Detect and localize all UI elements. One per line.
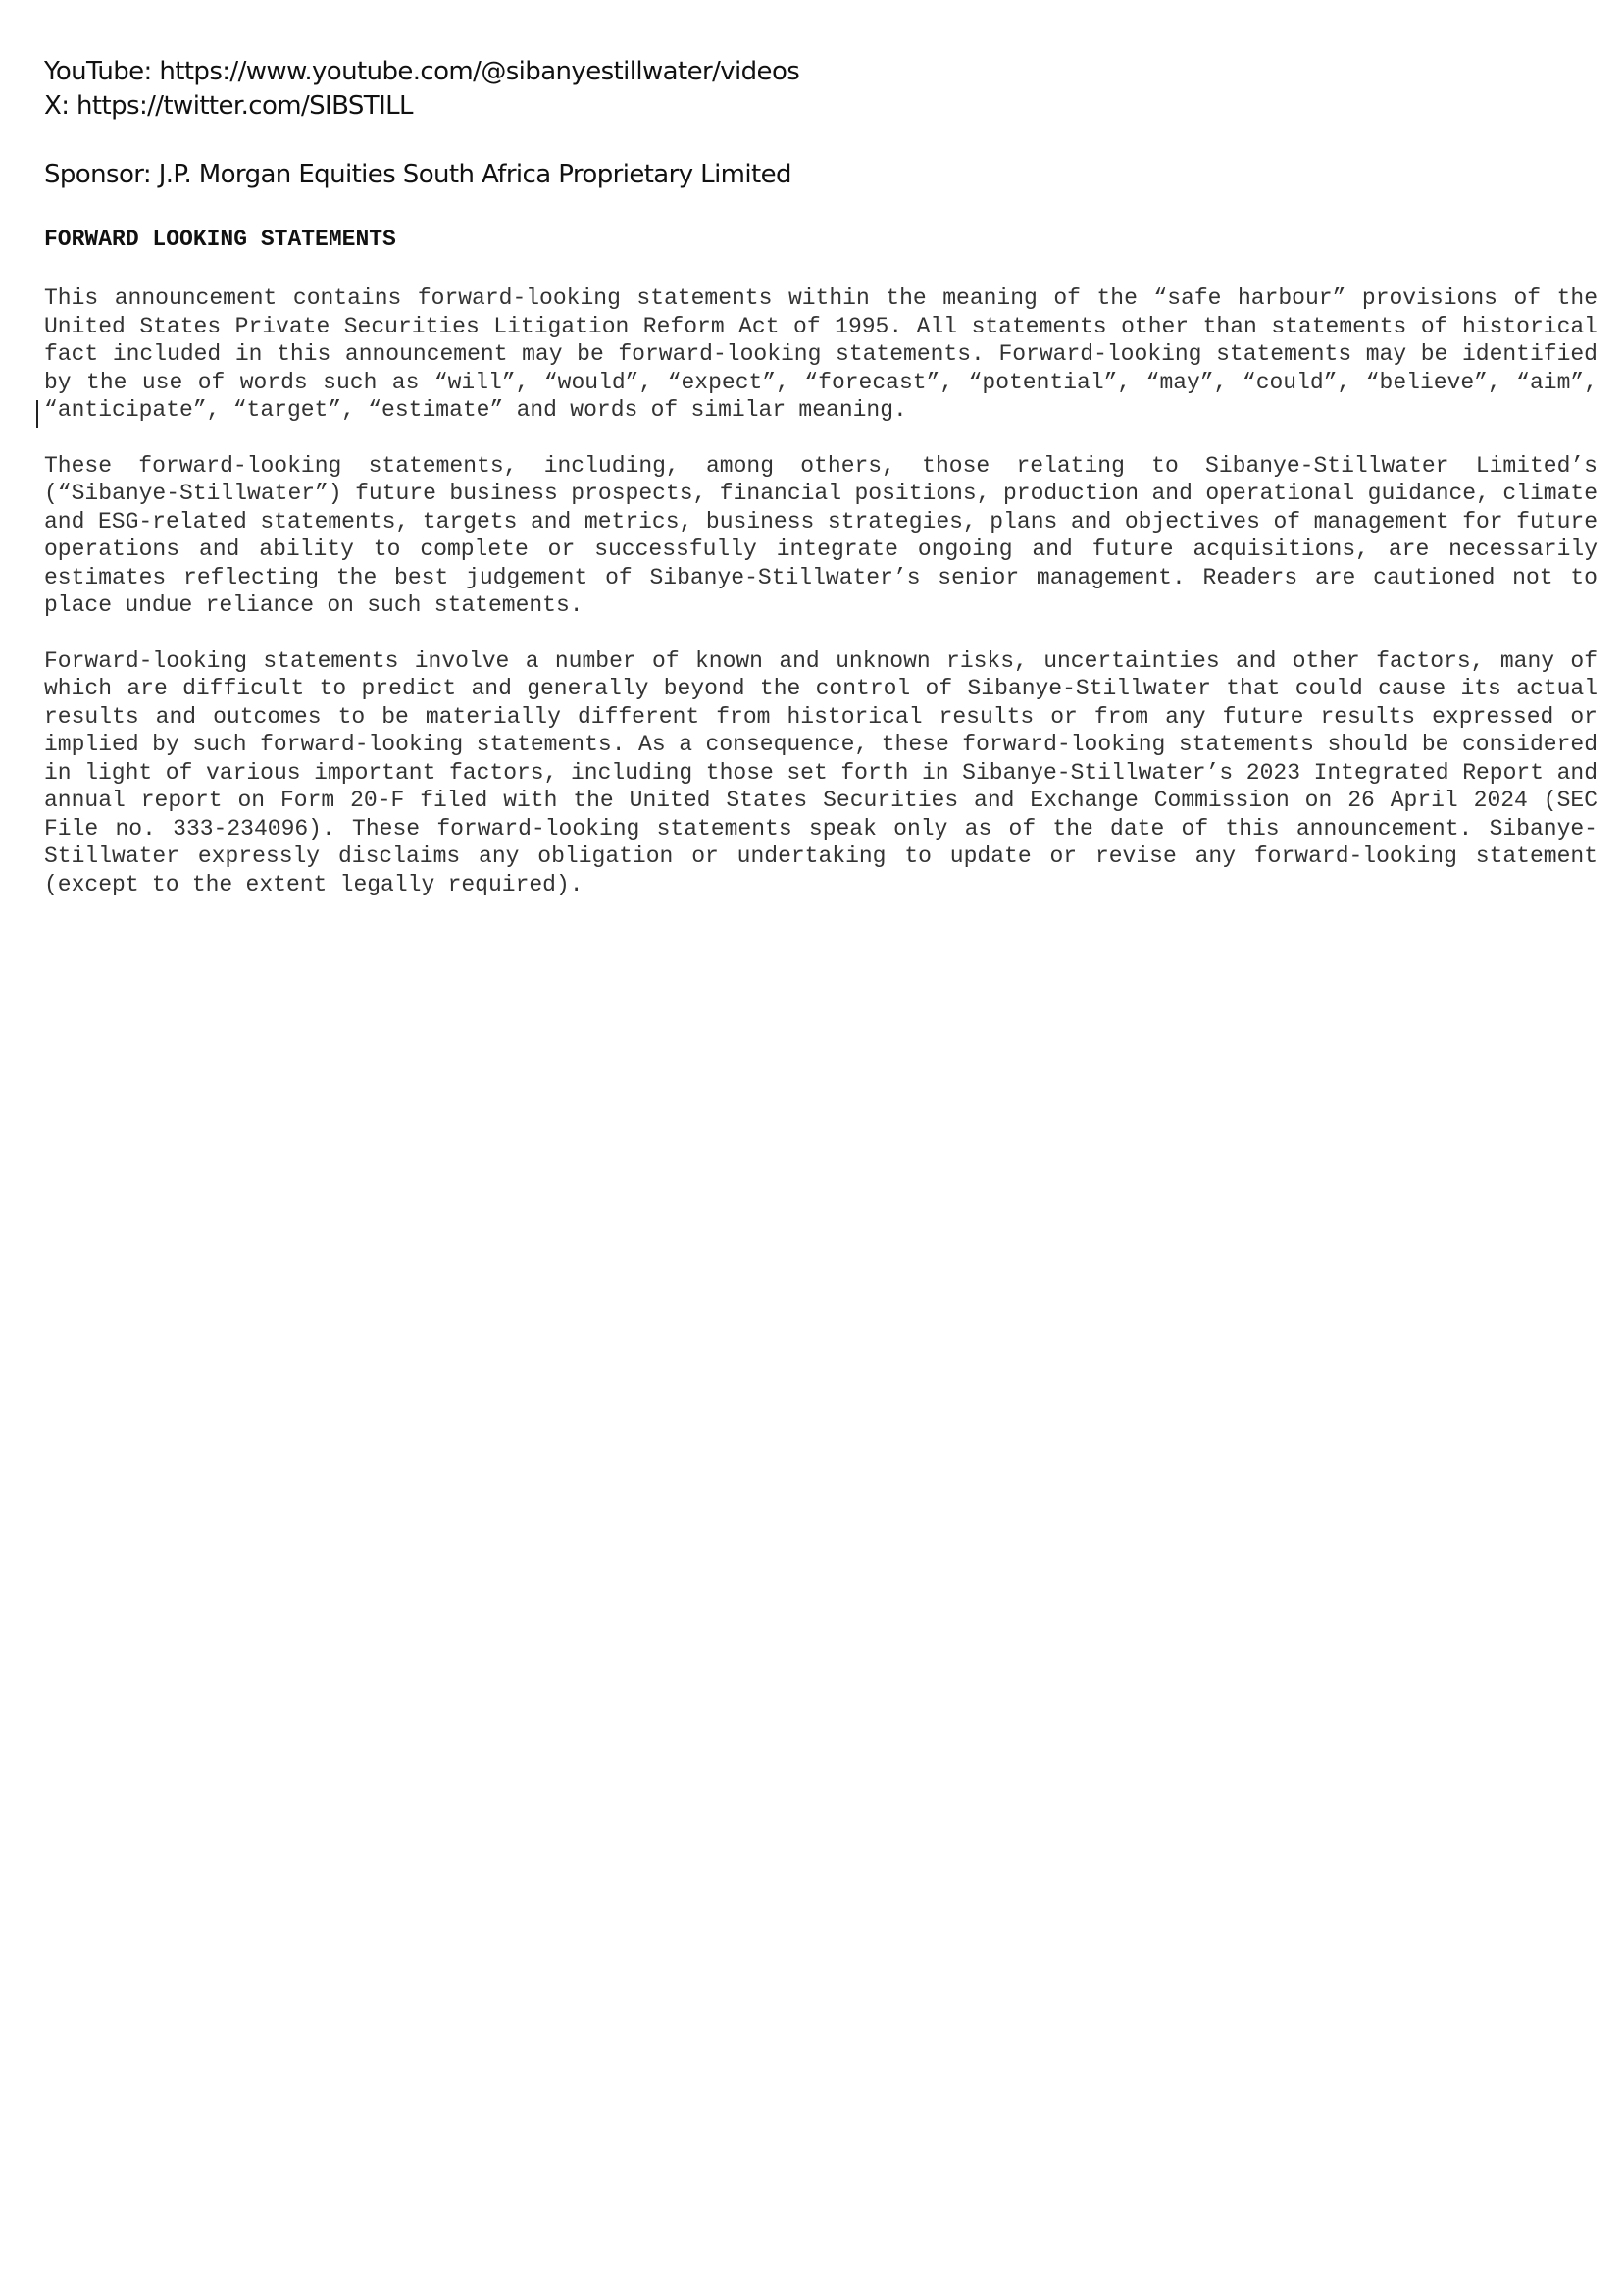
text-cursor-mark bbox=[36, 400, 38, 428]
paragraph-3: Forward-looking statements involve a number of known and unknown risks, uncertainties and other factors, many of which are difficult to predict and generally beyond the control of Sibanye-Stillwater that could cause its actual results and outcomes to be materially different from historical results or from any future results expressed or implied by such forward-looking statements. As a consequence, these forward-looking statements should be considered in light of various important factors, including those set forth in Sibanye-Stillwater’s 2023 Integrated Report and annual report on Form 20-F filed with the United States Securities and Exchange Commission on 26 April 2024 (SEC File no. 333-234096). These forward-looking statements speak only as of the date of this announcement. Sibanye-Stillwater expressly disclaims any obligation or undertaking to update or revise any forward-looking statement (except to the extent legally required). bbox=[44, 647, 1598, 897]
x-link[interactable]: X: https://twitter.com/SIBSTILL bbox=[44, 91, 413, 121]
sponsor-line: Sponsor: J.P. Morgan Equities South Africa Proprietary Limited bbox=[44, 160, 791, 189]
paragraph-2: These forward-looking statements, including, among others, those relating to Sibanye-Stillwater Limited’s (“Sibanye-Stillwater”) future business prospects, financial positions, production and operational guidance, climate and ESG-related statements, targets and metrics, business strategies, plans and objectives of management for future operations and ability to complete or successfully integrate ongoing and future acquisitions, are necessarily estimates reflecting the best judgement of Sibanye-Stillwater’s senior management. Readers are cautioned not to place undue reliance on such statements. bbox=[44, 452, 1598, 618]
section-heading: FORWARD LOOKING STATEMENTS bbox=[44, 227, 396, 252]
document-page bbox=[44, 55, 1598, 898]
paragraph-1: This announcement contains forward-looking statements within the meaning of the “safe harbour” provisions of the United States Private Securities Litigation Reform Act of 1995. All statements other than statements of historical fact included in this announcement may be forward-looking statements. Forward-looking statements may be identified by the use of words such as “will”, “would”, “expect”, “forecast”, “potential”, “may”, “could”, “believe”, “aim”, “anticipate”, “target”, “estimate” and words of similar meaning. bbox=[44, 285, 1598, 423]
youtube-link[interactable]: YouTube: https://www.youtube.com/@sibanyestillwater/videos bbox=[44, 57, 800, 86]
